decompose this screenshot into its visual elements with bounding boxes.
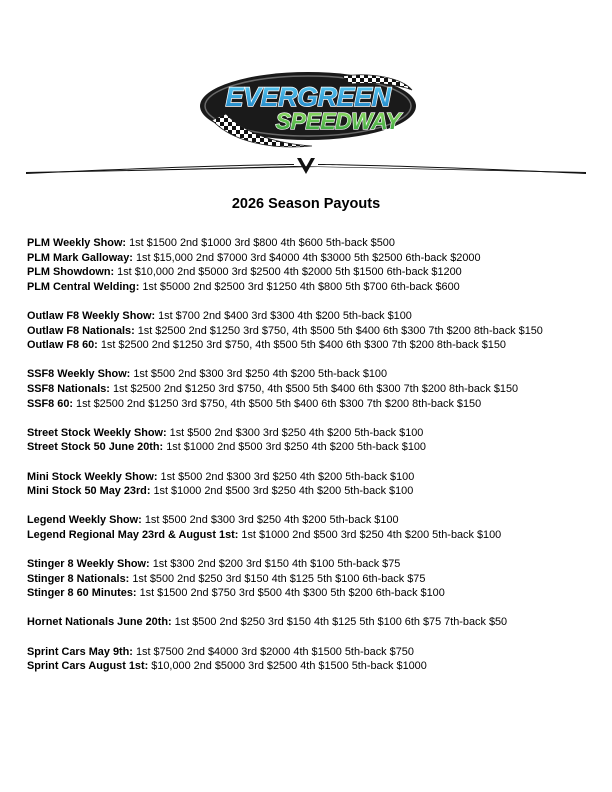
payout-amounts: 1st $1000 2nd $500 3rd $250 4th $200 5th-back $100 [153, 485, 414, 498]
payout-amounts: 1st $500 2nd $250 3rd $150 4th $125 5th $100 6th-back $75 [132, 572, 426, 585]
payout-line [27, 338, 607, 353]
payout-amounts: 1st $5000 2nd $2500 3rd $1250 4th $800 5th $700 6th-back $600 [142, 280, 460, 293]
legend-group [27, 513, 607, 542]
payout-label: Legend Regional May 23rd & August 1st: [27, 528, 239, 541]
payout-label: PLM Showdown: [27, 266, 115, 279]
payout-amounts: 1st $500 2nd $300 3rd $250 4th $200 5th-back $100 [160, 470, 415, 483]
payout-amounts: 1st $7500 2nd $4000 3rd $2000 4th $1500 5th-back $750 [135, 645, 414, 658]
payout-line [27, 324, 607, 339]
evergreen-speedway-logo [192, 62, 422, 157]
outlaw-f8-group [27, 309, 607, 353]
payout-line [27, 426, 607, 441]
plm-group [27, 236, 607, 294]
payout-list [27, 236, 607, 688]
payout-line [27, 645, 607, 660]
payout-label: SSF8 Weekly Show: [27, 368, 131, 381]
payout-label: Outlaw F8 Nationals: [27, 324, 135, 337]
payout-label: Mini Stock Weekly Show: [27, 470, 158, 483]
hornet-group [27, 615, 607, 630]
payout-line [27, 615, 607, 630]
payout-label: Street Stock 50 June 20th: [27, 441, 164, 454]
payout-line [27, 572, 607, 587]
payout-label: PLM Mark Galloway: [27, 251, 133, 264]
payout-amounts: 1st $300 2nd $200 3rd $150 4th $100 5th-back $75 [152, 558, 401, 571]
payout-line [27, 586, 607, 601]
payout-line [27, 440, 607, 455]
payout-label: Sprint Cars May 9th: [27, 645, 133, 658]
sprint-cars-group [27, 645, 607, 674]
payout-label: Stinger 8 Nationals: [27, 572, 130, 585]
payout-amounts: 1st $10,000 2nd $5000 3rd $2500 4th $2000 5th $1500 6th-back $1200 [117, 266, 462, 279]
street-stock-group [27, 426, 607, 455]
payout-line [27, 309, 607, 324]
payout-line [27, 280, 607, 295]
payout-amounts: 1st $700 2nd $400 3rd $300 4th $200 5th-back $100 [158, 309, 412, 322]
payout-line [27, 513, 607, 528]
payout-label: SSF8 Nationals: [27, 382, 110, 395]
payout-amounts: 1st $1000 2nd $500 3rd $250 4th $200 5th-back $100 [241, 528, 502, 541]
ssf8-group [27, 367, 607, 411]
payout-label: PLM Central Welding: [27, 280, 140, 293]
stinger-8-group [27, 557, 607, 601]
payout-line [27, 367, 607, 382]
payout-label: SSF8 60: [27, 397, 74, 410]
payout-line [27, 470, 607, 485]
payout-amounts: 1st $2500 2nd $1250 3rd $750, 4th $500 5th $400 6th $300 7th $200 8th-back $150 [76, 397, 482, 410]
payout-amounts: $10,000 2nd $5000 3rd $2500 4th $1500 5th-back $1000 [151, 660, 427, 673]
payout-line [27, 251, 607, 266]
mini-stock-group [27, 470, 607, 499]
payout-label: Outlaw F8 60: [27, 339, 98, 352]
logo-line1: EVERGREEN [225, 82, 391, 112]
payout-line [27, 265, 607, 280]
payout-amounts: 1st $500 2nd $300 3rd $250 4th $200 5th-back $100 [144, 514, 399, 527]
payout-amounts: 1st $500 2nd $300 3rd $250 4th $200 5th-back $100 [133, 368, 388, 381]
payout-label: Legend Weekly Show: [27, 514, 142, 527]
payout-line [27, 659, 607, 674]
page-title: 2026 Season Payouts [231, 196, 381, 212]
payout-amounts: 1st $500 2nd $250 3rd $150 4th $125 5th $100 6th $75 7th-back $50 [174, 616, 508, 629]
payout-line [27, 557, 607, 572]
payout-line [27, 397, 607, 412]
payout-amounts: 1st $15,000 2nd $7000 3rd $4000 4th $3000 5th $2500 6th-back $2000 [135, 251, 481, 264]
payout-label: Hornet Nationals June 20th: [27, 616, 172, 629]
payout-label: Sprint Cars August 1st: [27, 660, 149, 673]
payout-line [27, 236, 607, 251]
payout-label: Stinger 8 60 Minutes: [27, 587, 137, 600]
payout-label: PLM Weekly Show: [27, 237, 127, 249]
payout-amounts: 1st $2500 2nd $1250 3rd $750, 4th $500 5th $400 6th $300 7th $200 8th-back $150 [112, 382, 519, 395]
payout-label: Outlaw F8 Weekly Show: [27, 309, 156, 322]
payout-label: Street Stock Weekly Show: [27, 426, 167, 439]
payout-amounts: 1st $2500 2nd $1250 3rd $750, 4th $500 5th $400 6th $300 7th $200 8th-back $150 [137, 324, 543, 337]
header-divider [26, 152, 586, 178]
payout-line [27, 528, 607, 543]
payout-amounts: 1st $500 2nd $300 3rd $250 4th $200 5th-back $100 [169, 426, 424, 439]
payout-label: Stinger 8 Weekly Show: [27, 558, 150, 571]
payout-label: Mini Stock 50 May 23rd: [27, 485, 151, 498]
payout-amounts: 1st $1500 2nd $750 3rd $500 4th $300 5th $200 6th-back $100 [139, 587, 445, 600]
payout-line [27, 382, 607, 397]
payout-amounts: 1st $1000 2nd $500 3rd $250 4th $200 5th-back $100 [166, 441, 426, 454]
payout-amounts: 1st $1500 2nd $1000 3rd $800 4th $600 5th-back $500 [129, 237, 395, 249]
logo-line2: SPEEDWAY [275, 108, 401, 134]
payout-amounts: 1st $2500 2nd $1250 3rd $750, 4th $500 5th $400 6th $300 7th $200 8th-back $150 [100, 339, 506, 352]
payout-line [27, 484, 607, 499]
